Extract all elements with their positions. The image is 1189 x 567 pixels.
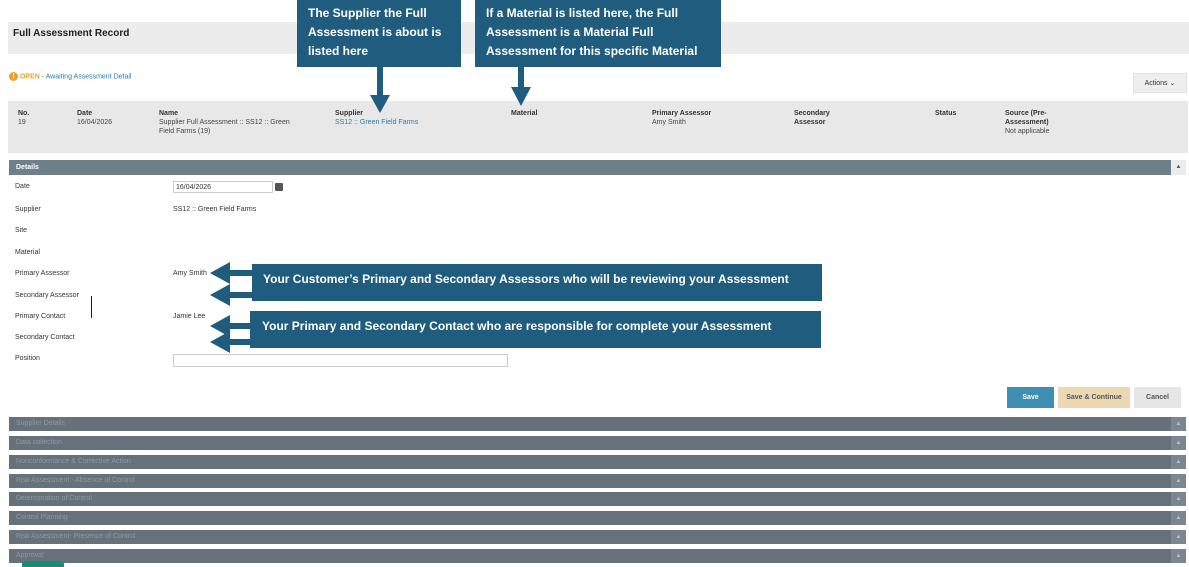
- date-label: Date: [15, 183, 30, 190]
- summary-date-label: Date: [77, 110, 93, 117]
- expand-icon[interactable]: ▲: [1171, 549, 1186, 563]
- supplier-label: Supplier: [15, 206, 41, 213]
- status-detail-text: - Awaiting Assessment Detail: [39, 73, 132, 81]
- callout-material-line: Assessment is a Material Full: [486, 25, 654, 39]
- arrow-down-icon: [518, 67, 524, 89]
- arrow-left-icon: [210, 262, 230, 284]
- secondary-contact-label: Secondary Contact: [15, 334, 75, 341]
- site-label: Site: [15, 227, 28, 234]
- section-risk-absence[interactable]: Risk Assessment - Absence of Control: [9, 474, 1171, 488]
- callout-contacts-text: Your Primary and Secondary Contact who are responsible for complete your Assessment: [262, 319, 772, 333]
- supplier-value: SS12 :: Green Field Farms: [173, 206, 257, 213]
- arrow-down-icon: [377, 67, 383, 97]
- summary-source-label-cont: Assessment): [1005, 119, 1049, 126]
- primary-contact-label: Primary Contact: [15, 313, 66, 320]
- status-badge: OPEN: [19, 73, 40, 81]
- arrow-left-icon: [228, 323, 252, 329]
- date-field[interactable]: 16/04/2026: [173, 181, 273, 193]
- expand-icon[interactable]: ▲: [1171, 530, 1186, 544]
- arrow-left-icon: [228, 339, 252, 345]
- primary-assessor-value: Amy Smith: [173, 270, 207, 277]
- page-title: Full Assessment Record: [13, 28, 130, 39]
- primary-assessor-label: Primary Assessor: [15, 270, 70, 277]
- arrow-left-icon: [228, 270, 252, 276]
- arrow-left-icon: [210, 331, 230, 353]
- section-determination-of-control[interactable]: Determination of Control: [9, 492, 1171, 506]
- primary-contact-value: Jamie Lee: [173, 313, 206, 320]
- save-continue-button[interactable]: Save & Continue: [1058, 387, 1130, 408]
- summary-status-label: Status: [935, 110, 957, 117]
- secondary-assessor-label: Secondary Assessor: [15, 292, 79, 299]
- collapse-icon[interactable]: ▲: [1171, 160, 1186, 175]
- expand-icon[interactable]: ▲: [1171, 417, 1186, 431]
- summary-source-label: Source (Pre-: [1005, 110, 1047, 117]
- section-supplier-details[interactable]: Supplier Details: [9, 417, 1171, 431]
- callout-supplier-line: listed here: [308, 44, 369, 58]
- info-icon: !: [9, 72, 18, 81]
- expand-icon[interactable]: ▲: [1171, 436, 1186, 450]
- position-label: Position: [15, 355, 40, 362]
- actions-label: Actions: [1144, 80, 1168, 87]
- summary-material-label: Material: [511, 110, 538, 117]
- expand-icon[interactable]: ▲: [1171, 474, 1186, 488]
- callout-material-line: If a Material is listed here, the Full: [486, 6, 679, 20]
- callout-supplier-line: Assessment is about is: [308, 25, 442, 39]
- callout-material-line: Assessment for this specific Material: [486, 44, 698, 58]
- summary-no-value: 19: [18, 119, 26, 126]
- arrow-down-icon: [370, 95, 390, 113]
- callout-supplier-line: The Supplier the Full: [308, 6, 427, 20]
- chevron-down-icon: ⌄: [1169, 80, 1176, 87]
- summary-source-value: Not applicable: [1005, 128, 1050, 135]
- section-risk-presence[interactable]: Risk Assessment- Presence of Control: [9, 530, 1171, 544]
- material-label: Material: [15, 249, 40, 256]
- cancel-button[interactable]: Cancel: [1134, 387, 1181, 408]
- expand-icon[interactable]: ▲: [1171, 511, 1186, 525]
- section-approval[interactable]: Approval: [9, 549, 1171, 563]
- summary-no-label: No.: [18, 110, 30, 117]
- arrow-left-icon: [210, 284, 230, 306]
- callout-assessors-text: Your Customer’s Primary and Secondary Assessors who will be reviewing your Assessment: [263, 272, 789, 286]
- section-nonconformance[interactable]: Nonconformance & Corrective Action: [9, 455, 1171, 469]
- section-control-planning[interactable]: Control Planning: [9, 511, 1171, 525]
- save-button[interactable]: Save: [1007, 387, 1054, 408]
- summary-name-value: Supplier Full Assessment :: SS12 :: Green: [159, 119, 290, 126]
- supplier-link[interactable]: SS12 :: Green Field Farms: [335, 119, 419, 126]
- summary-secondary-assessor-label-cont: Assessor: [794, 119, 826, 126]
- summary-supplier-label: Supplier: [335, 110, 364, 117]
- arrow-left-icon: [228, 292, 252, 298]
- details-section-title: Details: [16, 164, 39, 171]
- arrow-down-icon: [511, 87, 531, 106]
- expand-icon[interactable]: ▲: [1171, 492, 1186, 506]
- expand-icon[interactable]: ▲: [1171, 455, 1186, 469]
- section-data-collection[interactable]: Data collection: [9, 436, 1171, 450]
- summary-name-value-cont: Field Farms (19): [159, 128, 211, 135]
- summary-name-label: Name: [159, 110, 179, 117]
- summary-secondary-assessor-label: Secondary: [794, 110, 830, 117]
- summary-primary-assessor-label: Primary Assessor: [652, 110, 712, 117]
- summary-date-value: 16/04/2026: [77, 119, 113, 126]
- summary-primary-assessor-value: Amy Smith: [652, 119, 686, 126]
